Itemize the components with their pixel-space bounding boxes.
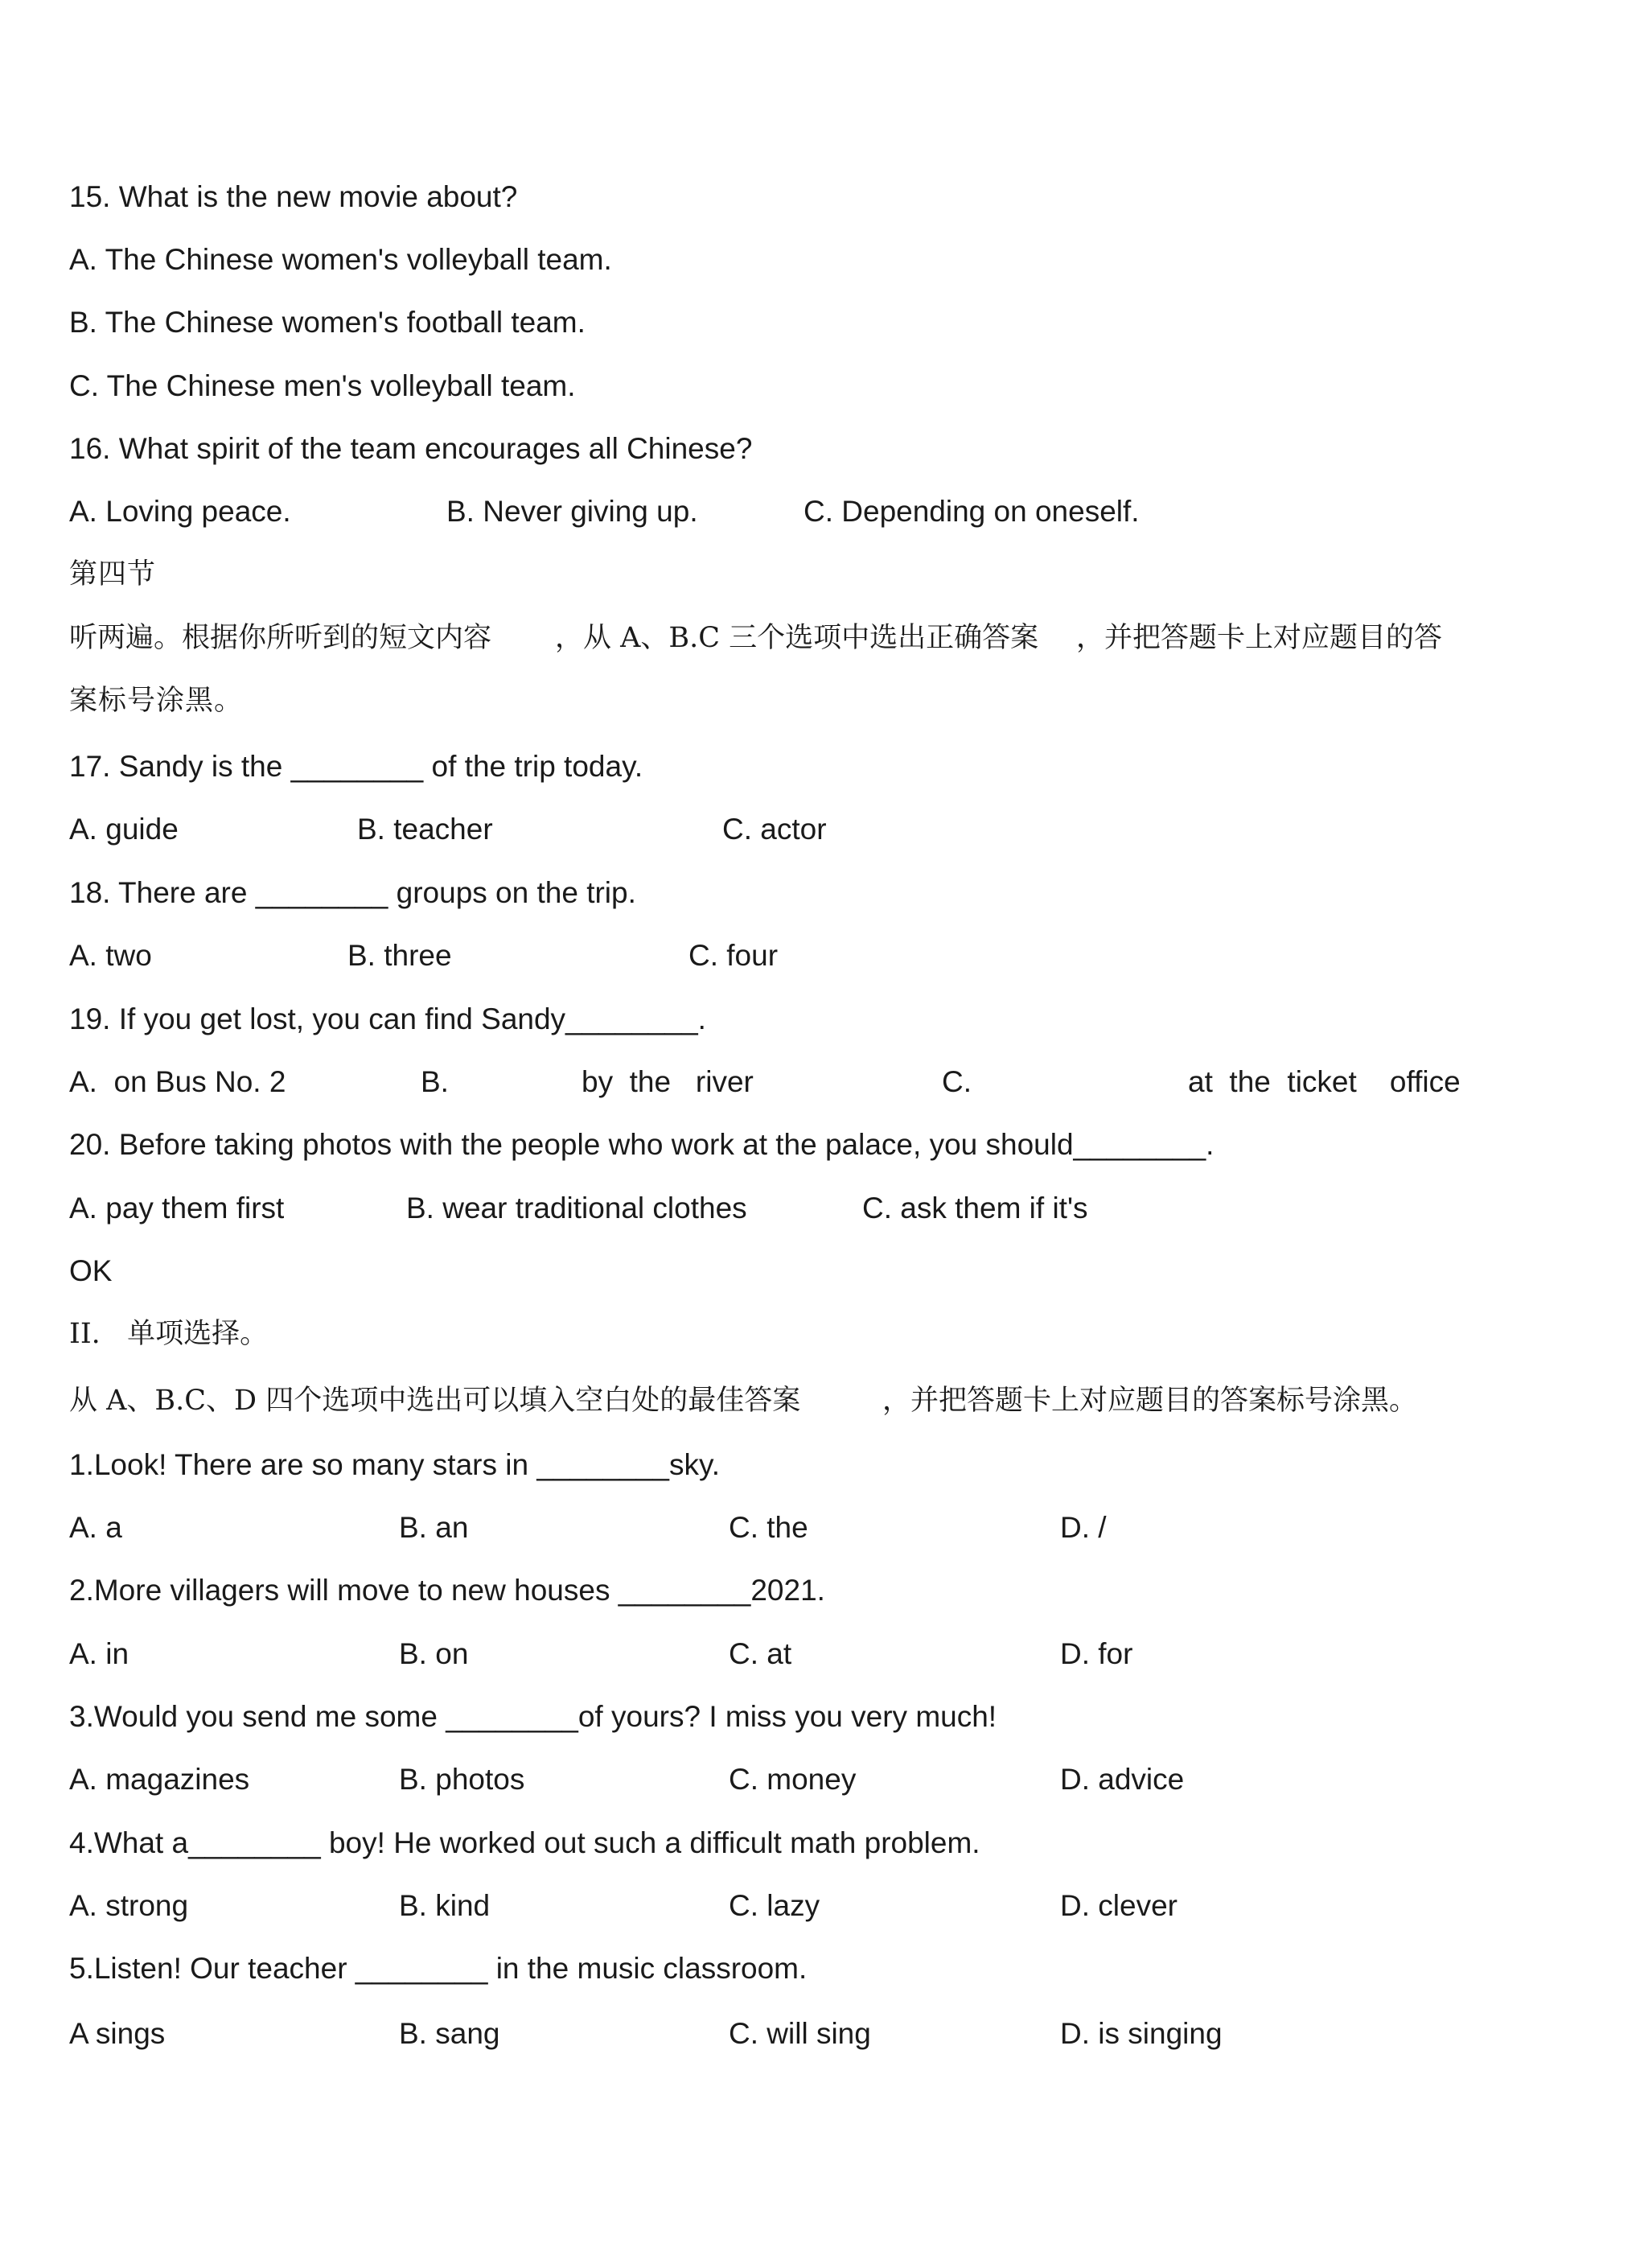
q16-option-c: C. Depending on oneself. bbox=[804, 495, 1140, 528]
q18-option-b: B. three bbox=[347, 939, 452, 972]
section4-instruction-part1: 听两遍。根据你所听到的短文内容 bbox=[69, 622, 492, 654]
q18-option-c: C. four bbox=[688, 939, 779, 972]
mc-q2-option-c: C. at bbox=[729, 1637, 792, 1670]
mc-q1-option-b: B. an bbox=[399, 1511, 469, 1544]
mc-q5-question: 5.Listen! Our teacher ________ in the music classroom. bbox=[69, 1952, 808, 1985]
q17-option-c: C. actor bbox=[722, 813, 827, 846]
q19-question: 19. If you get lost, you can find Sandy________. bbox=[69, 1002, 706, 1035]
mc-q3-option-b: B. photos bbox=[399, 1763, 525, 1796]
mc-q4-option-d: D. clever bbox=[1060, 1889, 1178, 1922]
q20-option-a: A. pay them first bbox=[69, 1192, 285, 1225]
part2-title: II. 单项选择。 bbox=[69, 1318, 269, 1350]
mc-q1-option-c: C. the bbox=[729, 1511, 808, 1544]
q15-option-b: B. The Chinese women's football team. bbox=[69, 306, 586, 339]
mc-q2-question: 2.More villagers will move to new houses ________2021. bbox=[69, 1574, 825, 1607]
mc-q4-option-c: C. lazy bbox=[729, 1889, 820, 1922]
mc-q5-option-a: A sings bbox=[69, 2017, 166, 2050]
section4-title: 第四节 bbox=[69, 558, 157, 591]
mc-q2-option-a: A. in bbox=[69, 1637, 129, 1670]
q19-option-b-text: by the river bbox=[582, 1065, 754, 1098]
mc-q3-option-d: D. advice bbox=[1060, 1763, 1185, 1796]
q17-option-a: A. guide bbox=[69, 813, 179, 846]
q19-option-a: A. on Bus No. 2 bbox=[69, 1065, 286, 1098]
mc-q5-option-c: C. will sing bbox=[729, 2017, 871, 2050]
q16-option-a: A. Loving peace. bbox=[69, 495, 291, 528]
mc-q4-option-a: A. strong bbox=[69, 1889, 189, 1922]
q18-question: 18. There are ________ groups on the trip. bbox=[69, 876, 636, 909]
q19-option-c-text: at the ticket office bbox=[1188, 1065, 1461, 1098]
q20-question: 20. Before taking photos with the people who work at the palace, you should________. bbox=[69, 1128, 1215, 1161]
mc-q3-question: 3.Would you send me some ________of yours? I miss you very much! bbox=[69, 1700, 997, 1733]
mc-q1-option-d: D. / bbox=[1060, 1511, 1107, 1544]
mc-q2-option-b: B. on bbox=[399, 1637, 469, 1670]
q15-option-a: A. The Chinese women's volleyball team. bbox=[69, 243, 612, 276]
section4-instruction-part2: ，从 A、B.C 三个选项中选出正确答案 bbox=[555, 622, 1039, 654]
mc-q5-option-b: B. sang bbox=[399, 2017, 500, 2050]
mc-q2-option-d: D. for bbox=[1060, 1637, 1133, 1670]
q20-option-c: C. ask them if it's bbox=[862, 1192, 1088, 1225]
mc-q1-option-a: A. a bbox=[69, 1511, 122, 1544]
q16-question: 16. What spirit of the team encourages all Chinese? bbox=[69, 432, 753, 465]
q15-question: 15. What is the new movie about? bbox=[69, 180, 518, 213]
mc-q4-question: 4.What a________ boy! He worked out such a difficult math problem. bbox=[69, 1826, 980, 1859]
q19-option-c-letter: C. bbox=[942, 1065, 972, 1098]
mc-q3-option-a: A. magazines bbox=[69, 1763, 250, 1796]
mc-q3-option-c: C. money bbox=[729, 1763, 857, 1796]
mc-q4-option-b: B. kind bbox=[399, 1889, 491, 1922]
q19-option-b-letter: B. bbox=[421, 1065, 449, 1098]
q16-option-b: B. Never giving up. bbox=[446, 495, 698, 528]
part2-instruction-part2: ，并把答题卡上对应题目的答案标号涂黑。 bbox=[882, 1385, 1418, 1417]
mc-q5-option-d: D. is singing bbox=[1060, 2017, 1223, 2050]
mc-q1-question: 1.Look! There are so many stars in ________sky. bbox=[69, 1448, 720, 1481]
q17-option-b: B. teacher bbox=[357, 813, 493, 846]
q18-option-a: A. two bbox=[69, 939, 152, 972]
q15-option-c: C. The Chinese men's volleyball team. bbox=[69, 369, 576, 402]
section4-instruction-line2: 案标号涂黑。 bbox=[69, 685, 244, 717]
q17-question: 17. Sandy is the ________ of the trip today. bbox=[69, 750, 643, 783]
q20-option-c-wrap: OK bbox=[69, 1254, 113, 1287]
q20-option-b: B. wear traditional clothes bbox=[406, 1192, 747, 1225]
section4-instruction-part3: ，并把答题卡上对应题目的答 bbox=[1076, 622, 1443, 654]
part2-instruction-part1: 从 A、B.C、D 四个选项中选出可以填入空白处的最佳答案 bbox=[69, 1385, 801, 1417]
